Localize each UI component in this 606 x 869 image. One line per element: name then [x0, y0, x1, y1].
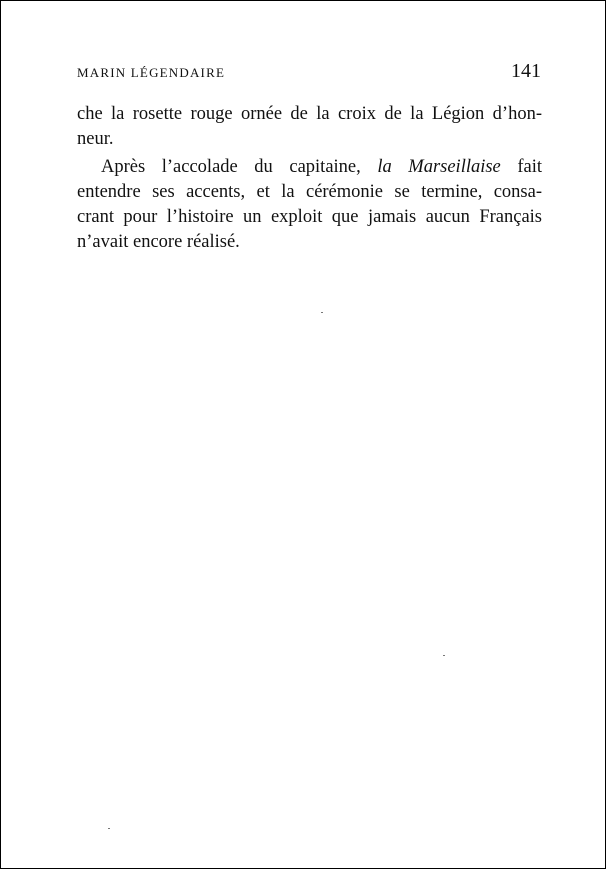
text-run: fait [517, 157, 542, 177]
italic-title: la Marseillaise [377, 157, 501, 177]
page-number: 141 [511, 60, 541, 82]
running-head [77, 65, 225, 82]
scan-speck [321, 312, 323, 313]
paragraph-opening-line [77, 155, 542, 180]
scan-speck [108, 828, 110, 829]
text-line: crant pour l’histoire un exploit que jamais aucun Français [77, 207, 542, 227]
text-line: entendre ses accents, et la cérémonie se termine, consa- [77, 182, 542, 202]
scan-speck [443, 655, 445, 656]
body-text [77, 102, 542, 255]
text-line: n’avait encore réalisé. [77, 232, 240, 252]
running-head-title: MARIN LÉGENDAIRE [77, 65, 226, 80]
text-run: Après l’accolade du capitaine, [101, 157, 361, 177]
text-line: neur. [77, 129, 114, 149]
text-line: che la rosette rouge ornée de la croix de la Légion d’hon- [77, 104, 542, 124]
